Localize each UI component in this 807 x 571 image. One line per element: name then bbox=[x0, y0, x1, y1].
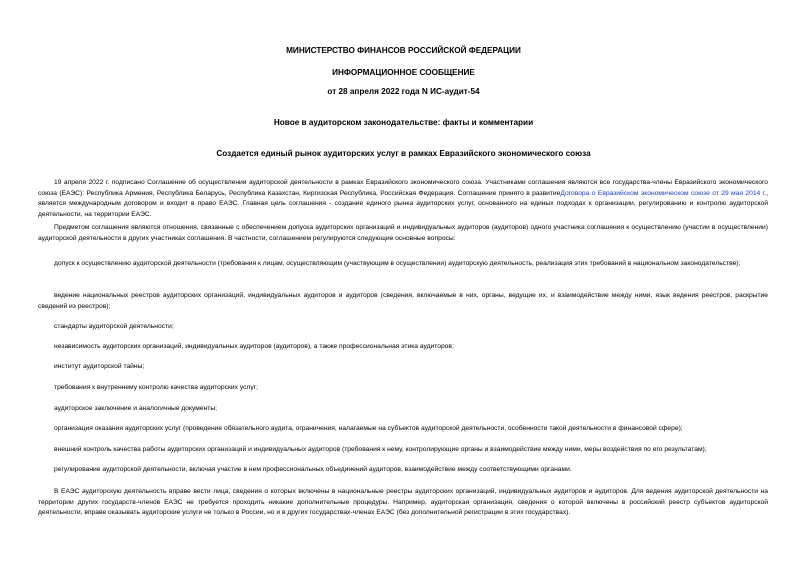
list-item: организация оказания аудиторских услуг (проведение обязательного аудита, ограничения, налагаемые на субъектов аудиторской деятельности, особенности такой деятельности в финансовой сфере); bbox=[54, 425, 683, 432]
list-item: независимость аудиторских организаций, индивидуальных аудиторов (аудиторов), а также профессиональная этика аудиторов; bbox=[54, 343, 454, 350]
paragraph-subject: Предметом соглашения являются отношения, связанные с обеспечением допуска аудиторских организаций и индивидуальных аудиторов (аудиторов) одного участника соглашения к осуществлению (участии в осуществлении) аудиторской деятельности в других участниках соглашения. В частности, соглашением регулируются следующие основные вопросы: bbox=[38, 224, 768, 242]
ministry-heading: МИНИСТЕРСТВО ФИНАНСОВ РОССИЙСКОЙ ФЕДЕРАЦИИ bbox=[286, 46, 521, 55]
list-item: допуск к осуществлению аудиторской деятельности (требования к лицам, осуществляющим (участвующим в осуществлении) аудиторскую деятельность, реализация этих требований в национальном законодательстве); bbox=[54, 260, 741, 267]
document-date-number: от 28 апреля 2022 года N ИС-аудит-54 bbox=[327, 87, 480, 96]
list-item: внешний контроль качества работы аудиторских организаций и индивидуальных аудиторов (требования к нему, контролирующие органы и взаимодействие между ними, меры воздействия по его результатам); bbox=[54, 446, 707, 453]
document-title: Создается единый рынок аудиторских услуг в рамках Евразийского экономического союза bbox=[216, 149, 591, 158]
list-item: аудиторское заключение и аналогичные документы; bbox=[54, 405, 218, 412]
list-item: ведение национальных реестров аудиторских организаций, индивидуальных аудиторов и аудиторов (сведения, включаемые в них, органы, ведущие их, и взаимодействие между ними, язык ведения реестров, раскрытие сведений из реестров); bbox=[38, 292, 768, 310]
list-item: институт аудиторской тайны; bbox=[54, 363, 145, 370]
list-item: требования к внутреннему контролю качества аудиторских услуг; bbox=[54, 384, 258, 391]
paragraph-intro bbox=[38, 178, 768, 220]
list-item: стандарты аудиторской деятельности; bbox=[54, 323, 174, 330]
section-heading: Новое в аудиторском законодательстве: факты и комментарии bbox=[273, 118, 534, 127]
list-item: регулирование аудиторской деятельности, включая участие в нем профессиональных объединений аудиторов, взаимодействие между соответствующими органами. bbox=[54, 466, 572, 473]
paragraph-intro-text-b: , является международным договором и входит в право ЕАЭС. Главная цель соглашения - создание единого рынка аудиторских услуг, основанного на единых подходах к организации, регулированию и контролю аудиторской деятельности, на территории ЕАЭС. bbox=[38, 189, 768, 218]
document-type-heading: ИНФОРМАЦИОННОЕ СООБЩЕНИЕ bbox=[332, 68, 475, 77]
paragraph-intro-text-a: 19 апреля 2022 г. подписано Соглашение об осуществлении аудиторской деятельности в рамках Евразийского экономического союза. Участниками соглашения являются все государства-члены Евразийского экономического союза (ЕАЭС): Республика Армения, Республика Беларусь, Республика Казахстан, Киргизская Республика, Российская Федерация. Соглашение принято в развитие bbox=[38, 179, 768, 197]
paragraph-closing: В ЕАЭС аудиторскую деятельность вправе вести лица, сведения о которых включены в национальные реестры аудиторских организаций, индивидуальных аудиторов и аудиторов. Для ведения аудиторской деятельности на территории других государств-членов ЕАЭС не требуется проходить никакие дополнительные процедуры. Например, аудиторская организация, сведения о которой включены в российский реестр субъектов аудиторской деятельности, вправе оказывать аудиторские услуги не только в России, но и в других государствах-членах ЕАЭС (без дополнительной регистрации в этих государствах). bbox=[38, 488, 768, 517]
treaty-link[interactable]: Договора о Евразийском экономическом союзе от 29 мая 2014 г. bbox=[560, 189, 767, 197]
